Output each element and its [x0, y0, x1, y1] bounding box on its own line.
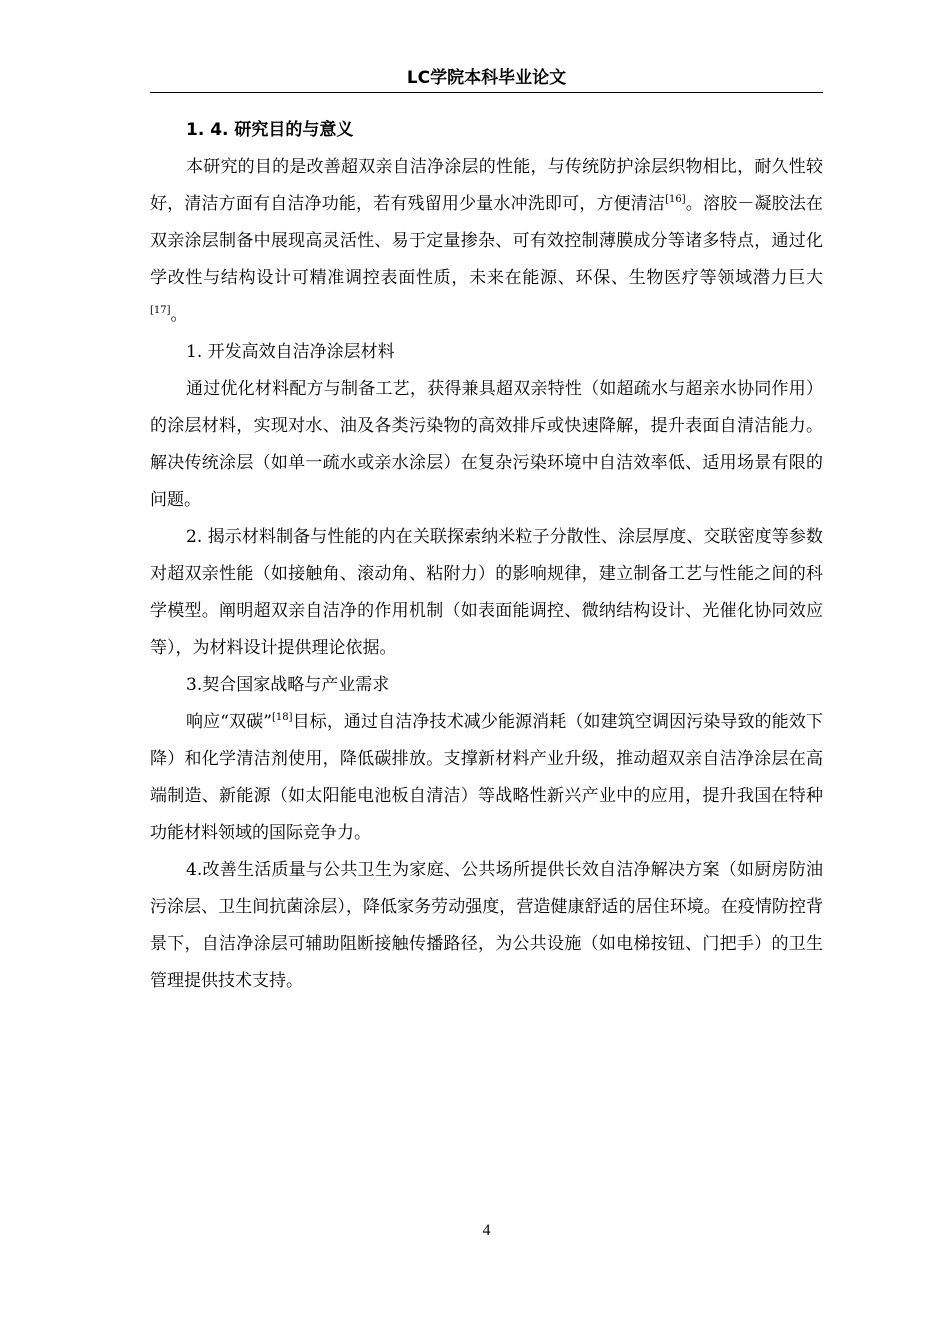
- item3-body: [150, 704, 823, 852]
- citation-17: [17]: [150, 305, 171, 316]
- page-header-title: LC学院本科毕业论文: [406, 68, 567, 88]
- main-content: [150, 112, 823, 1000]
- header-divider: [150, 92, 823, 93]
- page-number: 4: [482, 1222, 491, 1239]
- item2-body: 2. 揭示材料制备与性能的内在关联探索纳米粒子分散性、涂层厚度、交联密度等参数对超双亲性能（如接触角、滚动角、粘附力）的影响规律，建立制备工艺与性能之间的科学模型。阐明超双亲自洁净的作用机制（如表面能调控、微纳结构设计、光催化协同效应等），为材料设计提供理论依据。: [150, 527, 823, 658]
- section-heading: 1. 4. 研究目的与意义: [186, 120, 354, 140]
- item3-text-pre: 响应“双碳”: [186, 712, 272, 732]
- intro-paragraph: [150, 149, 823, 334]
- item3-title: 3.契合国家战略与产业需求: [186, 675, 390, 695]
- intro-text-2: 。溶胶－凝胶法在双亲涂层制备中展现高灵活性、易于定量掺杂、可有效控制薄膜成分等诸多特点，通过化学改性与结构设计可精准调控表面性质，未来在能源、环保、生物医疗等领域潜力巨大: [150, 194, 824, 288]
- intro-text-1: 本研究的目的是改善超双亲自洁净涂层的性能，与传统防护涂层织物相比，耐久性较好，清洁方面有自洁净功能，若有残留用少量水冲洗即可，方便清洁: [150, 157, 823, 214]
- citation-18: [18]: [271, 712, 293, 723]
- item4-body: 4.改善生活质量与公共卫生为家庭、公共场所提供长效自洁净解决方案（如厨房防油污涂层、卫生间抗菌涂层），降低家务劳动强度，营造健康舒适的居住环境。在疫情防控背景下，自洁净涂层可辅助阻断接触传播路径，为公共设施（如电梯按钮、门把手）的卫生管理提供技术支持。: [150, 860, 823, 991]
- item3-text-post: 目标，通过自洁净技术减少能源消耗（如建筑空调因污染导致的能效下降）和化学清洁剂使用，降低碳排放。支撑新材料产业升级，推动超双亲自洁净涂层在高端制造、新能源（如太阳能电池板自清洁）等战略性新兴产业中的应用，提升我国在特种功能材料领域的国际竞争力。: [150, 712, 823, 843]
- item1-body: 通过优化材料配方与制备工艺，获得兼具超双亲特性（如超疏水与超亲水协同作用）的涂层材料，实现对水、油及各类污染物的高效排斥或快速降解，提升表面自清洁能力。解决传统涂层（如单一疏水或亲水涂层）在复杂污染环境中自洁效率低、适用场景有限的问题。: [150, 379, 823, 510]
- citation-16: [16]: [665, 194, 686, 205]
- item1-title: 1. 开发高效自洁净涂层材料: [186, 342, 395, 362]
- intro-text-3: 。: [170, 305, 188, 325]
